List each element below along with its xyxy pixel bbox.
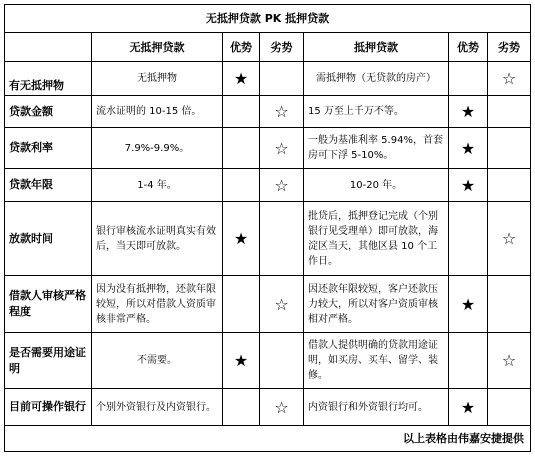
unsecured-cell: 7.9%-9.9%。	[92, 128, 223, 169]
empty-star-icon: ☆	[260, 389, 304, 426]
row-label: 目前可操作银行	[5, 389, 92, 426]
empty-cell	[449, 62, 488, 96]
table-row	[5, 276, 531, 333]
comparison-sheet	[4, 4, 531, 452]
unsecured-cell: 流水证明的 10-15 倍。	[92, 96, 223, 128]
unsecured-cell: 银行审核流水证明真实有效后，当天即可放款。	[92, 202, 223, 276]
empty-cell	[449, 333, 488, 389]
row-label: 放款时间	[5, 202, 92, 276]
empty-cell	[488, 128, 531, 169]
unsecured-cell: 因为没有抵押物，还款年限较短，所以对借款人资质审核非常严格。	[92, 276, 223, 333]
table-title: 无抵押贷款 PK 抵押贷款	[5, 5, 531, 33]
empty-cell	[260, 333, 304, 389]
empty-star-icon: ☆	[260, 169, 304, 202]
secured-cell: 借款人提供明确的贷款用途证明，如买房、买车、留学、装修。	[304, 333, 449, 389]
filled-star-icon: ★	[449, 276, 488, 333]
empty-cell	[488, 96, 531, 128]
table-row	[5, 202, 531, 276]
header-secured: 抵押贷款	[304, 33, 449, 62]
header-blank	[5, 33, 92, 62]
header-advantage-1: 优势	[223, 33, 260, 62]
row-label: 贷款年限	[5, 169, 92, 202]
empty-cell	[223, 389, 260, 426]
header-unsecured: 无抵押贷款	[92, 33, 223, 62]
table-footer: 以上表格由伟嘉安捷提供	[5, 426, 531, 452]
filled-star-icon: ★	[449, 169, 488, 202]
unsecured-cell: 不需要。	[92, 333, 223, 389]
empty-star-icon: ☆	[488, 62, 531, 96]
empty-cell	[488, 276, 531, 333]
empty-cell	[488, 169, 531, 202]
header-disadvantage-2: 劣势	[488, 33, 531, 62]
empty-cell	[488, 389, 531, 426]
row-label: 贷款利率	[5, 128, 92, 169]
empty-star-icon: ☆	[260, 276, 304, 333]
empty-star-icon: ☆	[488, 202, 531, 276]
secured-cell: 因还款年限较短，客户还款压力较大，所以对客户资质审核相对严格。	[304, 276, 449, 333]
empty-cell	[449, 202, 488, 276]
secured-cell: 需抵押物（无贷款的房产）	[304, 62, 449, 96]
title-row	[5, 5, 531, 33]
footer-row	[5, 426, 531, 452]
empty-cell	[260, 202, 304, 276]
empty-star-icon: ☆	[260, 128, 304, 169]
secured-cell: 15 万至上千万不等。	[304, 96, 449, 128]
secured-cell: 批贷后，抵押登记完成（个别银行见受理单）即可放款，海淀区当天，其他区县 10 个工作日。	[304, 202, 449, 276]
secured-cell: 10-20 年。	[304, 169, 449, 202]
header-row	[5, 33, 531, 62]
secured-cell: 一般为基准利率 5.94%，首套房可下浮 5-10%。	[304, 128, 449, 169]
empty-cell	[223, 96, 260, 128]
table-row	[5, 96, 531, 128]
table-row	[5, 333, 531, 389]
filled-star-icon: ★	[223, 333, 260, 389]
header-disadvantage-1: 劣势	[260, 33, 304, 62]
empty-cell	[223, 169, 260, 202]
header-advantage-2: 优势	[449, 33, 488, 62]
unsecured-cell: 个别外资银行及内资银行。	[92, 389, 223, 426]
table-row	[5, 169, 531, 202]
filled-star-icon: ★	[223, 202, 260, 276]
filled-star-icon: ★	[449, 389, 488, 426]
table-row	[5, 389, 531, 426]
empty-cell	[223, 128, 260, 169]
unsecured-cell: 无抵押物	[92, 62, 223, 96]
row-label: 是否需要用途证明	[5, 333, 92, 389]
unsecured-cell: 1-4 年。	[92, 169, 223, 202]
filled-star-icon: ★	[449, 96, 488, 128]
empty-star-icon: ☆	[488, 333, 531, 389]
row-label: 有无抵押物	[5, 62, 92, 96]
comparison-table	[4, 4, 531, 452]
filled-star-icon: ★	[449, 128, 488, 169]
table-row	[5, 62, 531, 96]
secured-cell: 内资银行和外资银行均可。	[304, 389, 449, 426]
row-label: 贷款金额	[5, 96, 92, 128]
empty-cell	[223, 276, 260, 333]
row-label: 借款人审核严格程度	[5, 276, 92, 333]
empty-cell	[260, 62, 304, 96]
filled-star-icon: ★	[223, 62, 260, 96]
empty-star-icon: ☆	[260, 96, 304, 128]
table-row	[5, 128, 531, 169]
